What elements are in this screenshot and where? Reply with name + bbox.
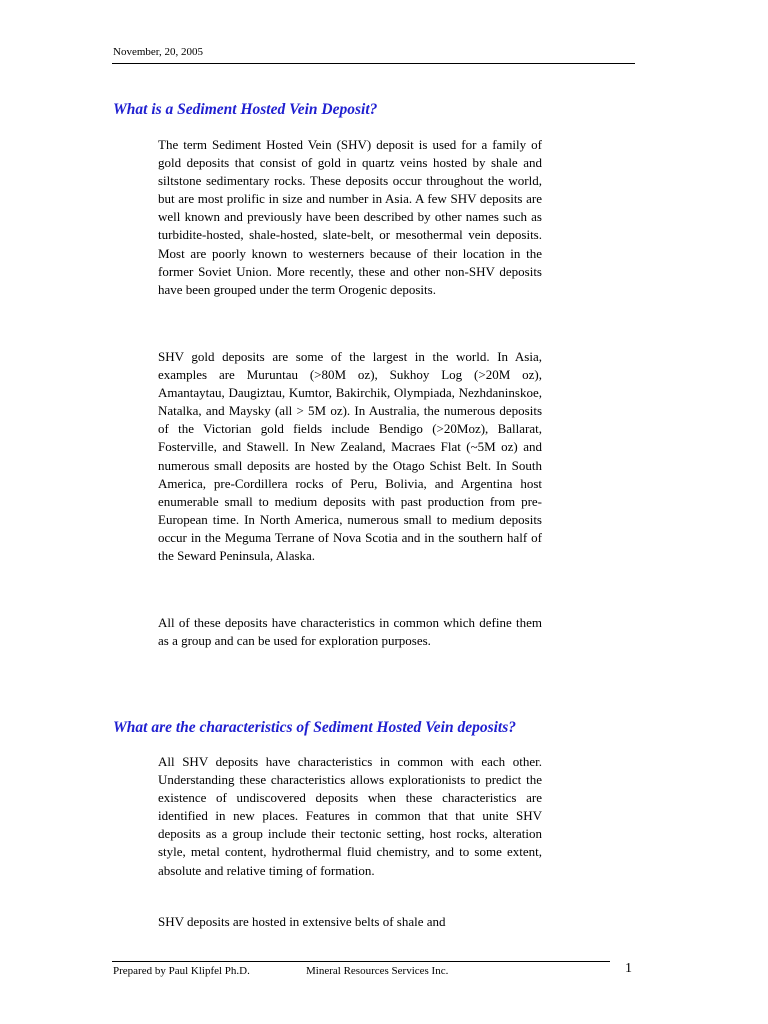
paragraph-common-characteristics: All of these deposits have characteristics in common which define them as a group and can be used for exploration purposes.	[158, 615, 542, 649]
section-heading-what-is-shv: What is a Sediment Hosted Vein Deposit?	[113, 101, 378, 118]
header-date: November, 20, 2005	[113, 46, 203, 58]
section-heading-characteristics: What are the characteristics of Sediment Hosted Vein deposits?	[113, 719, 517, 736]
paragraph-definition: The term Sediment Hosted Vein (SHV) deposit is used for a family of gold deposits that consist of gold in quartz veins hosted by shale and siltstone sedimentary rocks. These deposits occur throughout the world, but are most prolific in size and number in Asia. A few SHV deposits are well known and previously have been described by other names such as turbidite-hosted, shale-hosted, slate-belt, or mesothermal vein deposits. Most are poorly known to westerners because of their location in the former Soviet Union. More recently, these and other non-SHV deposits have been grouped under the term Orogenic deposits.	[158, 137, 542, 297]
header-divider	[112, 63, 635, 64]
paragraph-features-in-common: All SHV deposits have characteristics in common with each other. Understanding these characteristics allows explorationists to predict the existence of undiscovered deposits when these characteristics are identified in new places. Features in common that that unite SHV deposits as a group include their tectonic setting, host rocks, alteration style, metal content, hydrothermal fluid chemistry, and to some extent, absolute and relative timing of formation.	[158, 754, 542, 878]
paragraph-examples: SHV gold deposits are some of the largest in the world. In Asia, examples are Muruntau (>80M oz), Sukhoy Log (>20M oz), Amantaytau, Daugiztau, Kumtor, Bakirchik, Olympiada, Nezhdaninskoe, Natalka, and Maysky (all > 5M oz). In Australia, the numerous deposits of the Victorian gold fields include Bendigo (>20Moz), Ballarat, Fosterville, and Stawell. In New Zealand, Macraes Flat (~5M oz) and numerous small deposits are hosted by the Otago Schist Belt. In South America, pre-Cordillera rocks of Peru, Bolivia, and Argentina host enumerable small to medium deposits with past production from pre-European time. In North America, numerous small to medium deposits occur in the Meguma Terrane of Nova Scotia and in the southern half of the Seward Peninsula, Alaska.	[158, 349, 542, 564]
page-number: 1	[625, 961, 632, 976]
footer-author: Prepared by Paul Klipfel Ph.D.	[113, 965, 250, 977]
footer-divider	[112, 961, 610, 962]
footer-company: Mineral Resources Services Inc.	[306, 965, 449, 977]
paragraph-host-belts: SHV deposits are hosted in extensive belts of shale and	[158, 914, 446, 929]
